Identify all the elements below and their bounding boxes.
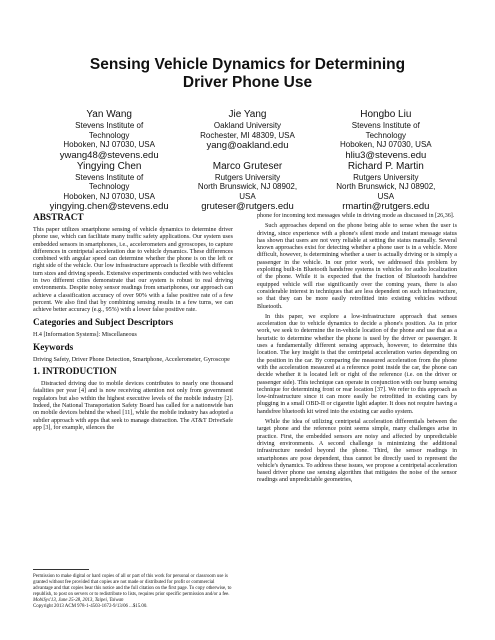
author-name: Yan Wang — [86, 109, 132, 120]
author-email: yang@oakland.edu — [206, 140, 289, 151]
permission-notice — [33, 574, 233, 609]
left-column — [33, 213, 233, 435]
author-email: gruteser@rutgers.edu — [201, 201, 294, 212]
author-address: Hoboken, NJ 07030, USA — [340, 140, 432, 149]
author-email: ywang48@stevens.edu — [59, 149, 159, 161]
author-affiliation: Rutgers University — [353, 172, 419, 182]
author-name: Jie Yang — [228, 109, 267, 120]
author-email: yingying.chen@stevens.edu — [49, 201, 169, 212]
copyright-text: Copyright 2013 ACM 978-1-4503-1672-9/13/06 ...$15.00. — [33, 603, 148, 609]
author-address: Hoboken, NJ 07030, USA — [63, 140, 155, 149]
author-name: Hongbo Liu — [360, 109, 412, 120]
right-column — [257, 213, 457, 488]
author-name: Yingying Chen — [76, 160, 142, 172]
author-address: USA — [239, 191, 256, 201]
author — [40, 109, 178, 161]
abstract-heading: ABSTRACT — [33, 213, 84, 223]
body-paragraph: In this paper, we explore a low-infrastructure approach that senses acceleration due to vehicle dynamics to decide a phone's position. As in prior work, we seek to determine the in-vehicle location of the phone and use that as a heuristic to determine whether the phone is used by the driver or passenger. It uses a fundamentally different sensing approach, however, to determine this location. The key insight is that the centripetal acceleration varies depending on the position in the car. By comparing the measured acceleration from the phone with the acceleration measured at a reference point inside the car, the phone can decide whether it is located left or right of the reference (i.e. on the driver or passenger side). This technique can operate in conjunction with our bump sensing technique for determining front or rear location [37]. We refer to this approach as low-infrastructure since it can more easily be retrofitted in existing cars by plugging in a small OBD-II or cigarette light adapter. It does not require having a handsfree bluetooth kit wired into the existing car audio system. — [257, 313, 457, 415]
author-email: hliu3@stevens.edu — [345, 149, 427, 161]
author — [317, 109, 455, 161]
author-address: North Brunswick, NJ 08902, — [197, 182, 298, 191]
author — [178, 109, 316, 161]
author-address: Hoboken, NJ 07030, USA — [63, 191, 155, 201]
author — [40, 161, 178, 213]
author-address: USA — [377, 191, 395, 201]
keywords-heading: Keywords — [33, 342, 74, 353]
author-affiliation: Technology — [365, 130, 407, 140]
author-affiliation: Stevens Institute of — [75, 172, 144, 182]
author-name: Richard P. Martin — [347, 160, 424, 172]
body-paragraph: Such approaches depend on the phone being able to sense when the user is driving, since experience with a phone's silent mode and instant message status has shown that users are not very reliable at setting the status manually. Several known approaches exist for detecting whether a phone user is in a vehicle. More difficult, however, is determining whether a user is actually driving or is simply a passenger in the vehicle. In our prior work, we addressed this problem by exploiting built-in Bluetooth handsfree systems in vehicles for audio localization of the phone. While it is expected that the fraction of Bluetooth handsfree equipped vehicle will rise significantly over the coming years, there is also considerable interest in techniques that are less dependent on such infrastructure, so that they can be more easily retrofitted into existing vehicles without Bluetooth. — [257, 223, 457, 310]
title-line-1: Sensing Vehicle Dynamics for Determining — [89, 56, 406, 73]
author-affiliation: Rutgers University — [214, 172, 281, 182]
venue-text: MobiSys'13, June 25-28, 2013, Taipei, Taiwan — [33, 597, 124, 603]
footnote-rule — [33, 569, 89, 570]
author-affiliation: Stevens Institute of — [351, 121, 420, 130]
author-address: North Brunswick, NJ 08902, — [336, 182, 436, 191]
abstract-text: This paper utilizes smartphone sensing of vehicle dynamics to determine driver phone use, which can facilitate many traffic safety applications. Our system uses embedded sensors in smartphones, i.e., accelerometers and gyroscopes, to capture differences in centripetal acceleration due to vehicle dynamics. These differences combined with angular speed can determine whether the phone is on the left or right side of the vehicle. Our low infrastructure approach is flexible with different turn sizes and driving speeds. Extensive experiments conducted with two vehicles in two different cities demonstrate that our system is robust to real driving environments. Despite noisy sensor readings from smartphones, our approach can achieve a classification accuracy of over 90% with a false positive rate of a few percent. We also find that by combining sensing results in a few turns, we can achieve better accuracy (e.g., 95%) with a lower false positive rate. — [33, 227, 233, 314]
categories-heading: Categories and Subject Descriptors — [33, 317, 174, 328]
title-line-2: Driver Phone Use — [182, 74, 313, 91]
author-affiliation: Technology — [88, 182, 130, 191]
author-address: Rochester, MI 48309, USA — [200, 130, 295, 140]
author-affiliation: Technology — [88, 130, 130, 140]
author-email: rmartin@rutgers.edu — [342, 201, 430, 212]
keywords-text: Driving Safety, Driver Phone Detection, Smartphone, Accelerometer, Gyroscope — [33, 356, 230, 363]
introduction-heading: 1. INTRODUCTION — [33, 367, 117, 378]
author-name: Marco Gruteser — [212, 160, 283, 172]
permission-text: Permission to make digital or hard copies of all or part of this work for personal or classroom use is granted without fee provided that copies are not made or distributed for profit or commercial advantage and that copies bear this notice and the full citation on the first page. To copy otherwise, to republish, to post on servers or to redistribute to lists, requires prior specific permission and/or a fee. — [33, 574, 232, 597]
body-paragraph: phone for incoming text messages while in driving mode as discussed in [26,36]. — [257, 213, 455, 219]
author-affiliation: Oakland University — [213, 121, 282, 130]
author-affiliation: Stevens Institute of — [75, 121, 144, 130]
author — [178, 161, 316, 213]
body-paragraph: While the idea of utilizing centripetal acceleration differentials between the target phone and the reference point seems simple, many challenges arise in practice. First, the embedded sensors are noisy and affected by unpredictable driving environments. A second challenge is minimizing the additional infrastructure needed beyond the phone. Third, the sensor readings in smartphones are pose dependent, thus cannot be directly used to represent the vehicle's dynamics. To address these issues, we propose a centripetal acceleration based driver phone use sensing algorithm that mitigates the noise of the sensor readings and unpredictable geometries, — [257, 419, 457, 484]
paper-title — [40, 56, 455, 92]
author — [317, 161, 455, 213]
categories-text: H.4 [Information Systems]: Miscellaneous — [33, 331, 137, 338]
introduction-paragraph: Distracted driving due to mobile devices contributes to nearly one thousand fatalities per year [4] and is now receiving attention not only from government regulators but also within the highest executive levels of the mobile industry [2]. Indeed, the National Transportation Safety Board has called for a nationwide ban on mobile devices behind the wheel [11], while the mobile industry has adopted a subtler approach with apps that seek to manage distraction. The AT&T DriveSafe app [3], for example, silences the — [33, 381, 233, 431]
author-block — [40, 109, 455, 212]
